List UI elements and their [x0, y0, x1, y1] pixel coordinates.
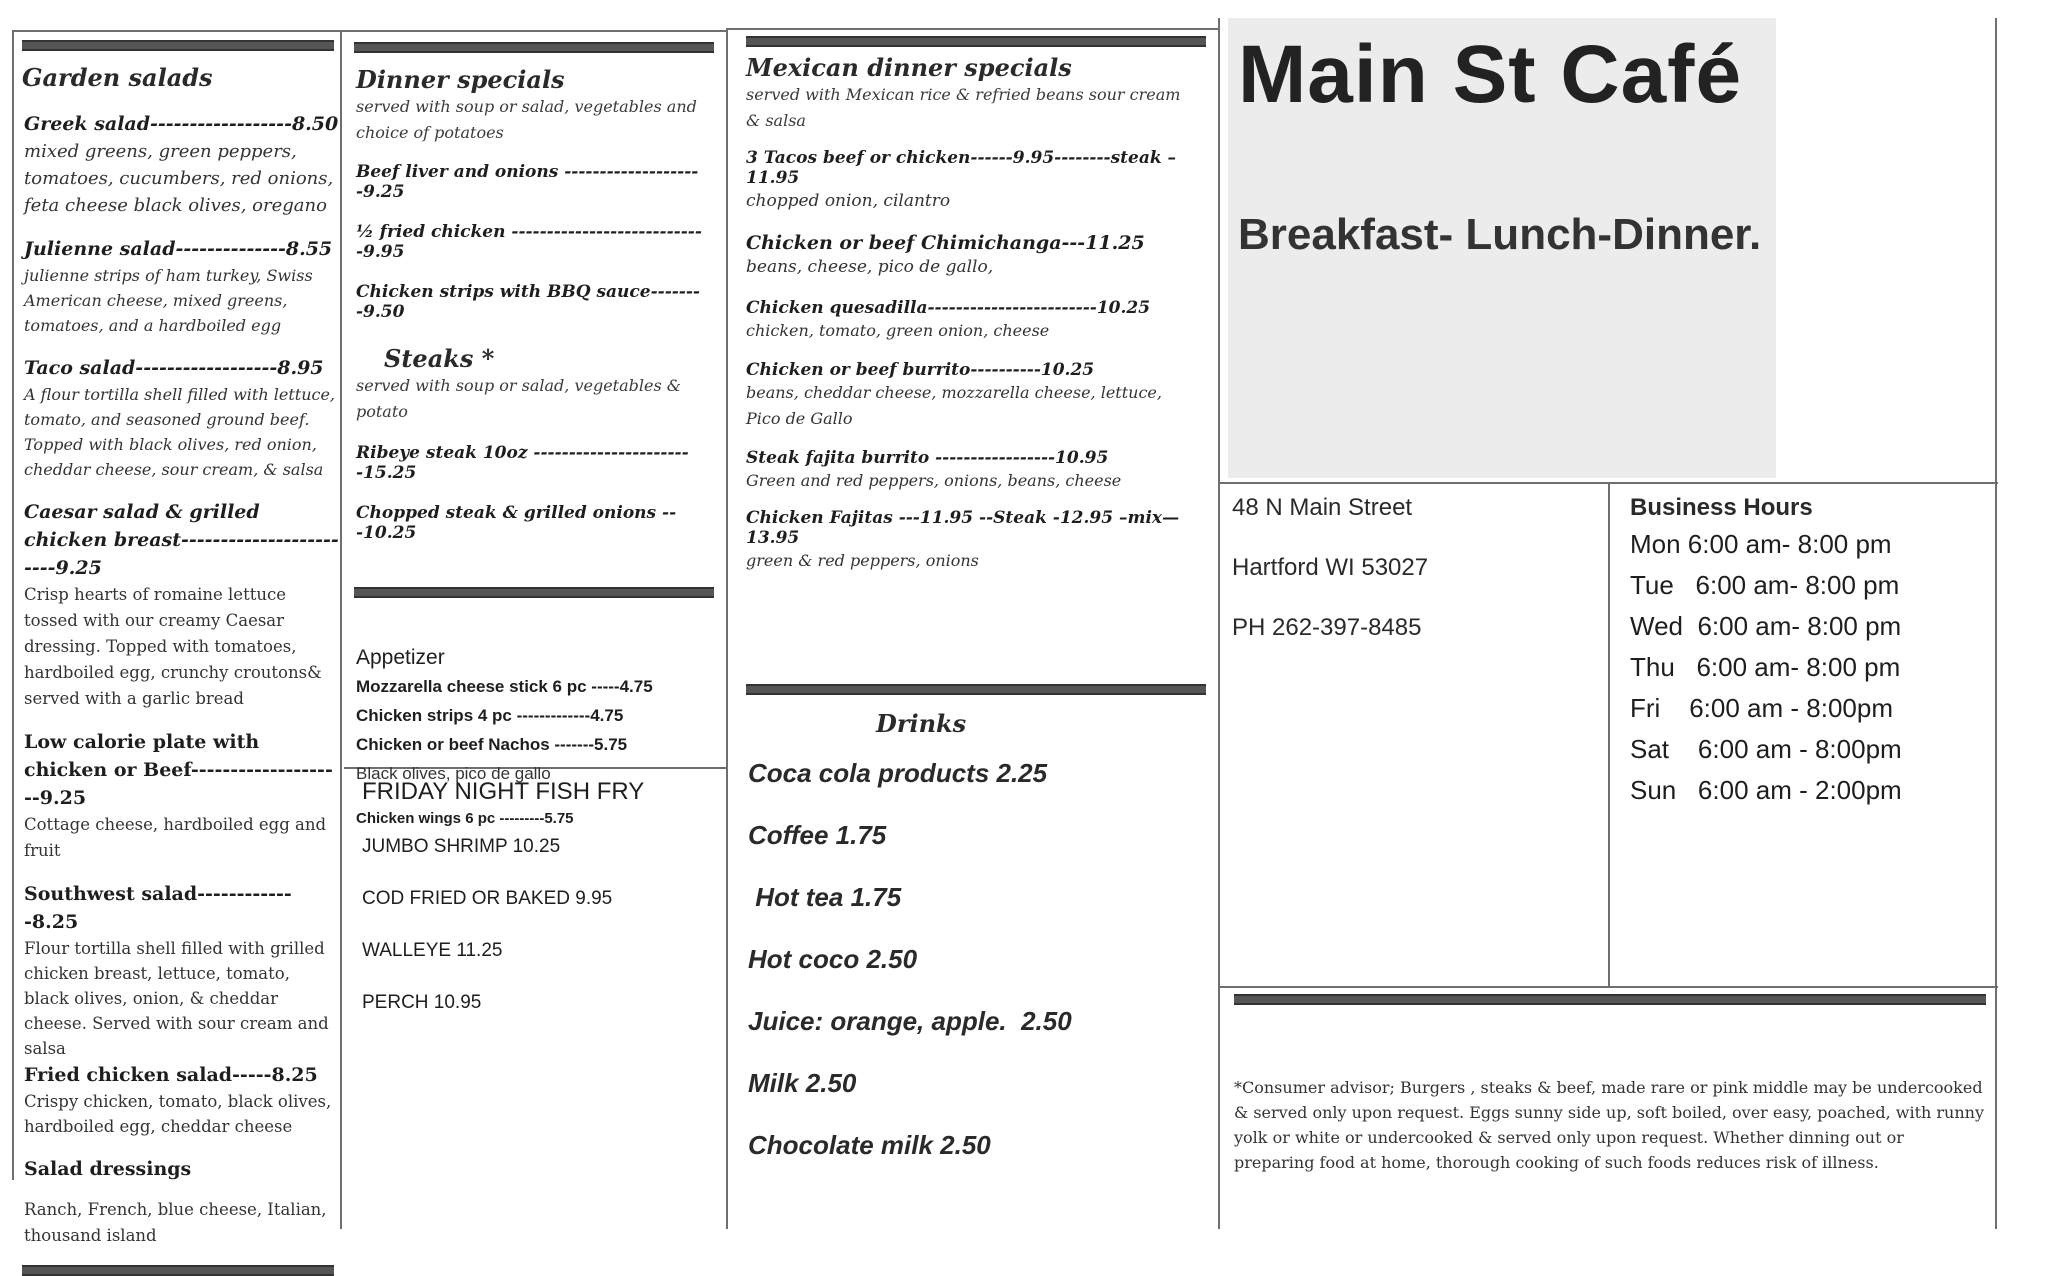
menu-item	[24, 880, 340, 1061]
drink-item: Hot tea 1.75	[748, 882, 902, 912]
drink-item: Coffee 1.75	[748, 820, 887, 850]
mexican-item-desc: green & red peppers, onions	[746, 551, 979, 570]
item-name: Low calorie plate with chicken or Beef--------------------9.25	[24, 731, 333, 809]
advisory-text: *Consumer advisor; Burgers , steaks & beef, made rare or pink middle may be undercooked & served only upon request. Eggs sunny side up, soft boiled, over easy, poached, with runny yolk or white or undercooked & served only upon request. Whether dinning out or preparing food at home, thorough cooking of such foods reduces risk of illness.	[1234, 1078, 1984, 1172]
mexican-item-desc: beans, cheese, pico de gallo,	[746, 257, 994, 277]
fish-fry-title: FRIDAY NIGHT FISH FRY	[362, 778, 645, 805]
hours-bottom	[1218, 986, 1998, 988]
hours-row: Tue 6:00 am- 8:00 pm	[1630, 570, 1900, 600]
street-address: 48 N Main Street	[1232, 494, 1413, 521]
section-rule	[746, 684, 1206, 695]
hours-row: Sat 6:00 am - 8:00pm	[1630, 734, 1902, 764]
hours-row: Thu 6:00 am- 8:00 pm	[1630, 652, 1901, 682]
menu-item	[24, 1061, 340, 1139]
appetizer-item: Chicken strips 4 pc -------------4.75	[356, 706, 624, 725]
address-block	[1232, 494, 1602, 694]
dinner-specials-title: Dinner specials	[356, 65, 565, 94]
dinner-item: Beef liver and onions --------------------9.25	[356, 162, 699, 202]
section-rule	[354, 587, 714, 598]
menu-item	[24, 728, 340, 864]
dressings-list: Ranch, French, blue cheese, Italian, thousand island	[24, 1200, 327, 1245]
mexican-item-name: Steak fajita burrito -----------------10.95	[746, 448, 1109, 468]
steaks-subtitle: served with soup or salad, vegetables & potato	[356, 376, 682, 421]
mexican-item-desc: beans, cheddar cheese, mozzarella cheese, lettuce, Pico de Gallo	[746, 383, 1162, 428]
dinner-specials-subtitle: served with soup or salad, vegetables and choice of potatoes	[356, 97, 697, 142]
hours-row: Sun 6:00 am - 2:00pm	[1630, 775, 1902, 805]
steak-item: Chopped steak & grilled onions ---10.25	[356, 503, 677, 543]
drink-item: Hot coco 2.50	[748, 944, 918, 974]
appetizer-title: Appetizer	[356, 646, 445, 669]
item-desc: Crisp hearts of romaine lettuce tossed with our creamy Caesar dressing. Topped with tomatoes, hardboiled egg, crunchy croutons& served with a garlic bread	[24, 585, 322, 708]
item-desc: Crispy chicken, tomato, black olives, hardboiled egg, cheddar cheese	[24, 1092, 332, 1136]
nachos-desc: Black olives, pico de gallo	[356, 764, 551, 783]
section-rule	[354, 42, 714, 53]
item-name: Taco salad------------------8.95	[24, 357, 324, 379]
mexican-item-name: Chicken Fajitas ---11.95 --Steak -12.95 –mix—13.95	[746, 508, 1180, 548]
item-desc: A flour tortilla shell filled with lettuce, tomato, and seasoned ground beef. Topped with black olives, red onion, cheddar cheese, sour cream, & salsa	[24, 385, 336, 479]
garden-salads-title: Garden salads	[22, 63, 213, 92]
mexican-item-name: Chicken or beef Chimichanga---11.25	[746, 232, 1145, 254]
cafe-tagline: Breakfast- Lunch-Dinner.	[1238, 210, 1762, 259]
dinner-item: ½ fried chicken ----------------------------9.95	[356, 222, 702, 262]
hours-divider	[1608, 482, 1610, 986]
mexican-item-desc: chopped onion, cilantro	[746, 191, 951, 211]
cafe-banner	[1228, 18, 1776, 478]
menu-item	[24, 110, 340, 219]
item-name: Southwest salad-------------8.25	[24, 883, 292, 933]
drink-item: Milk 2.50	[748, 1068, 857, 1098]
drink-item: Juice: orange, apple. 2.50	[748, 1006, 1072, 1036]
mexican-specials-panel	[730, 30, 1210, 1190]
item-name: Julienne salad--------------8.55	[24, 238, 333, 260]
consumer-advisory	[1234, 994, 1986, 1214]
dressings-title: Salad dressings	[24, 1158, 192, 1180]
mexican-item-name: Chicken or beef burrito----------10.25	[746, 360, 1095, 380]
mexican-item-desc: Green and red peppers, onions, beans, cheese	[746, 471, 1122, 490]
divider-col3	[1218, 18, 1220, 1229]
mexican-subtitle: served with Mexican rice & refried beans sour cream & salsa	[746, 85, 1181, 130]
fish-item: COD FRIED OR BAKED 9.95	[362, 888, 613, 909]
item-name: Greek salad------------------8.50	[24, 113, 339, 135]
section-rule	[22, 40, 334, 51]
mexican-item-name: 3 Tacos beef or chicken------9.95--------steak –11.95	[746, 148, 1177, 188]
fish-item: JUMBO SHRIMP 10.25	[362, 836, 561, 857]
appetizer-item: Chicken or beef Nachos -------5.75	[356, 735, 628, 754]
item-desc: Cottage cheese, hardboiled egg and fruit	[24, 815, 327, 860]
divider-col1	[340, 30, 342, 1229]
item-desc: Flour tortilla shell filled with grilled chicken breast, lettuce, tomato, black olives, onion, & cheddar cheese. Served with sour cream and salsa	[24, 939, 329, 1058]
section-rule	[746, 36, 1206, 47]
phone-number: PH 262-397-8485	[1232, 614, 1422, 641]
drink-item: Coca cola products 2.25	[748, 758, 1048, 788]
drinks-title: Drinks	[876, 709, 967, 738]
section-rule	[1234, 994, 1986, 1005]
drink-item: Chocolate milk 2.50	[748, 1130, 991, 1160]
mexican-title: Mexican dinner specials	[746, 53, 1072, 82]
cafe-name: Main St Café	[1238, 29, 1743, 120]
mexican-item-name: Chicken quesadilla------------------------10.25	[746, 298, 1151, 318]
item-desc: julienne strips of ham turkey, Swiss American cheese, mixed greens, tomatoes, and a hardboiled egg	[24, 266, 313, 335]
item-name: Fried chicken salad-----8.25	[24, 1064, 318, 1086]
hours-row: Fri 6:00 am - 8:00pm	[1630, 693, 1893, 723]
steaks-title: Steaks *	[384, 344, 495, 373]
fish-item: WALLEYE 11.25	[362, 940, 503, 961]
menu-item	[24, 498, 340, 712]
appetizer-item: Mozzarella cheese stick 6 pc -----4.75	[356, 677, 653, 696]
appetizer-item: Chicken wings 6 pc ---------5.75	[356, 810, 574, 827]
hours-row: Mon 6:00 am- 8:00 pm	[1630, 529, 1892, 559]
item-name: Caesar salad & grilled chicken breast------------------------9.25	[24, 501, 339, 579]
dinner-specials-panel	[344, 30, 718, 1190]
menu-item	[24, 354, 340, 482]
hours-row: Wed 6:00 am- 8:00 pm	[1630, 611, 1902, 641]
divider-col2	[726, 30, 728, 1229]
business-hours	[1630, 494, 1990, 834]
menu-item	[24, 235, 340, 338]
fish-item: PERCH 10.95	[362, 992, 482, 1013]
mexican-item-desc: chicken, tomato, green onion, cheese	[746, 321, 1050, 340]
salad-dressings	[24, 1155, 340, 1249]
hours-title: Business Hours	[1630, 494, 1813, 521]
item-desc: mixed greens, green peppers, tomatoes, cucumbers, red onions, feta cheese black olives, oregano	[24, 141, 334, 216]
section-rule	[22, 1265, 334, 1276]
steak-item: Ribeye steak 10oz -----------------------15.25	[356, 443, 689, 483]
dinner-item: Chicken strips with BBQ sauce--------9.50	[356, 282, 700, 322]
garden-salads-panel	[14, 30, 339, 1245]
city-address: Hartford WI 53027	[1232, 554, 1429, 581]
divider-right	[1995, 18, 1997, 1229]
